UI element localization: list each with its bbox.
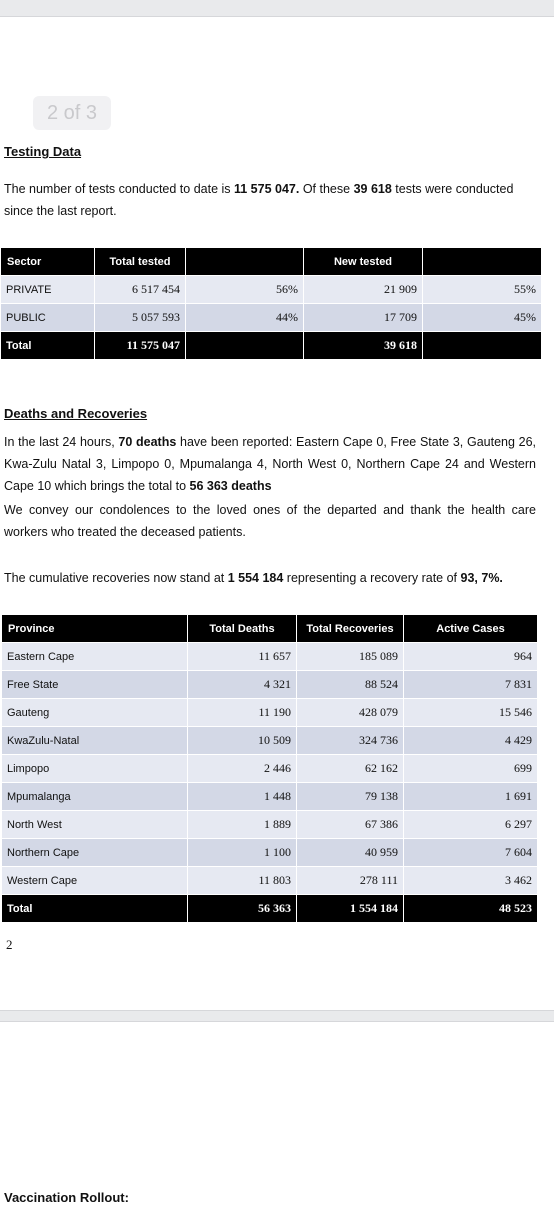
province-cell: Gauteng [2,699,188,727]
table-row [1,304,542,332]
header-cell: Total Deaths [188,615,297,643]
table-row [2,755,538,783]
value-cell: 45% [423,304,542,332]
page-number: 2 [6,937,13,952]
header-cell: Sector [1,248,95,276]
testing-intro-paragraph [4,178,536,222]
value-cell: 185 089 [297,643,404,671]
table-row [2,867,538,895]
testing-table [0,247,542,360]
total-cell: 39 618 [304,332,423,360]
province-cell: Western Cape [2,867,188,895]
table-total-row [2,895,538,923]
province-cell: KwaZulu-Natal [2,727,188,755]
value-cell: 56% [186,276,304,304]
deaths-recoveries-heading: Deaths and Recoveries [4,406,148,421]
deaths-text-2: have been reported: Eastern Cape 0, Free State 3, Gauteng 26, Kwa-Zulu Natal 3, Limpopo 0, Mpumalanga 4, North West 0, Northern Cape 24 and Western Cape 10 which brings the total to [4,435,536,493]
value-cell: 1 448 [188,783,297,811]
recoveries-paragraph [4,567,536,589]
header-cell: Province [2,615,188,643]
sector-cell: PRIVATE [1,276,95,304]
province-cell: Free State [2,671,188,699]
sector-cell: PUBLIC [1,304,95,332]
value-cell: 79 138 [297,783,404,811]
page-indicator: 2 of 3 [33,96,111,130]
value-cell: 324 736 [297,727,404,755]
value-cell: 278 111 [297,867,404,895]
value-cell: 10 509 [188,727,297,755]
province-cell: North West [2,811,188,839]
province-cell: Eastern Cape [2,643,188,671]
value-cell: 88 524 [297,671,404,699]
total-tests-value: 11 575 047. [234,182,300,196]
header-cell [423,248,542,276]
header-cell: Active Cases [404,615,538,643]
deaths-paragraph [4,431,536,497]
table-row [2,839,538,867]
total-cell: 1 554 184 [297,895,404,923]
value-cell: 55% [423,276,542,304]
table-row [1,276,542,304]
value-cell: 62 162 [297,755,404,783]
value-cell: 699 [404,755,538,783]
province-cell: Limpopo [2,755,188,783]
province-cell: Mpumalanga [2,783,188,811]
header-cell [186,248,304,276]
table-row [2,671,538,699]
testing-intro-text-3: tests were conducted since the last report. [4,182,514,218]
value-cell: 67 386 [297,811,404,839]
value-cell: 15 546 [404,699,538,727]
value-cell: 7 604 [404,839,538,867]
value-cell: 4 321 [188,671,297,699]
table-row [2,811,538,839]
value-cell: 17 709 [304,304,423,332]
value-cell: 7 831 [404,671,538,699]
page-separator [0,1010,554,1022]
top-toolbar-strip [0,0,554,17]
value-cell: 1 691 [404,783,538,811]
value-cell: 11 657 [188,643,297,671]
new-tests-value: 39 618 [353,182,392,196]
testing-data-heading: Testing Data [4,144,82,159]
testing-intro-text-2: Of these [299,182,354,196]
vaccination-rollout-heading: Vaccination Rollout: [4,1190,129,1205]
table-row [2,643,538,671]
province-table-header [2,615,538,643]
table-row [2,727,538,755]
value-cell: 1 100 [188,839,297,867]
value-cell: 11 803 [188,867,297,895]
value-cell: 428 079 [297,699,404,727]
value-cell: 964 [404,643,538,671]
total-cell: 56 363 [188,895,297,923]
total-cell: 48 523 [404,895,538,923]
recovery-rate-value: 93, 7%. [460,571,503,585]
value-cell: 40 959 [297,839,404,867]
value-cell: 21 909 [304,276,423,304]
recoveries-text-2: representing a recovery rate of [283,571,461,585]
value-cell: 6 517 454 [95,276,186,304]
recoveries-value: 1 554 184 [227,571,284,585]
total-label-cell: Total [1,332,95,360]
value-cell: 4 429 [404,727,538,755]
total-label-cell: Total [2,895,188,923]
testing-intro-text-1: The number of tests conducted to date is [4,182,234,196]
total-cell [186,332,304,360]
value-cell: 11 190 [188,699,297,727]
condolences-paragraph: We convey our condolences to the loved ones of the departed and thank the health care workers who treated the deceased patients. [4,503,536,539]
daily-deaths-value: 70 deaths [118,435,177,449]
value-cell: 44% [186,304,304,332]
testing-table-header [1,248,542,276]
recoveries-text-1: The cumulative recoveries now stand at [4,571,228,585]
province-table [1,614,538,923]
value-cell: 5 057 593 [95,304,186,332]
total-cell: 11 575 047 [95,332,186,360]
province-cell: Northern Cape [2,839,188,867]
header-cell: New tested [304,248,423,276]
total-deaths-value: 56 363 deaths [189,479,272,493]
value-cell: 3 462 [404,867,538,895]
table-row [2,783,538,811]
header-cell: Total Recoveries [297,615,404,643]
deaths-text-1: In the last 24 hours, [4,435,119,449]
table-total-row [1,332,542,360]
total-cell [423,332,542,360]
table-row [2,699,538,727]
value-cell: 6 297 [404,811,538,839]
header-cell: Total tested [95,248,186,276]
value-cell: 1 889 [188,811,297,839]
value-cell: 2 446 [188,755,297,783]
